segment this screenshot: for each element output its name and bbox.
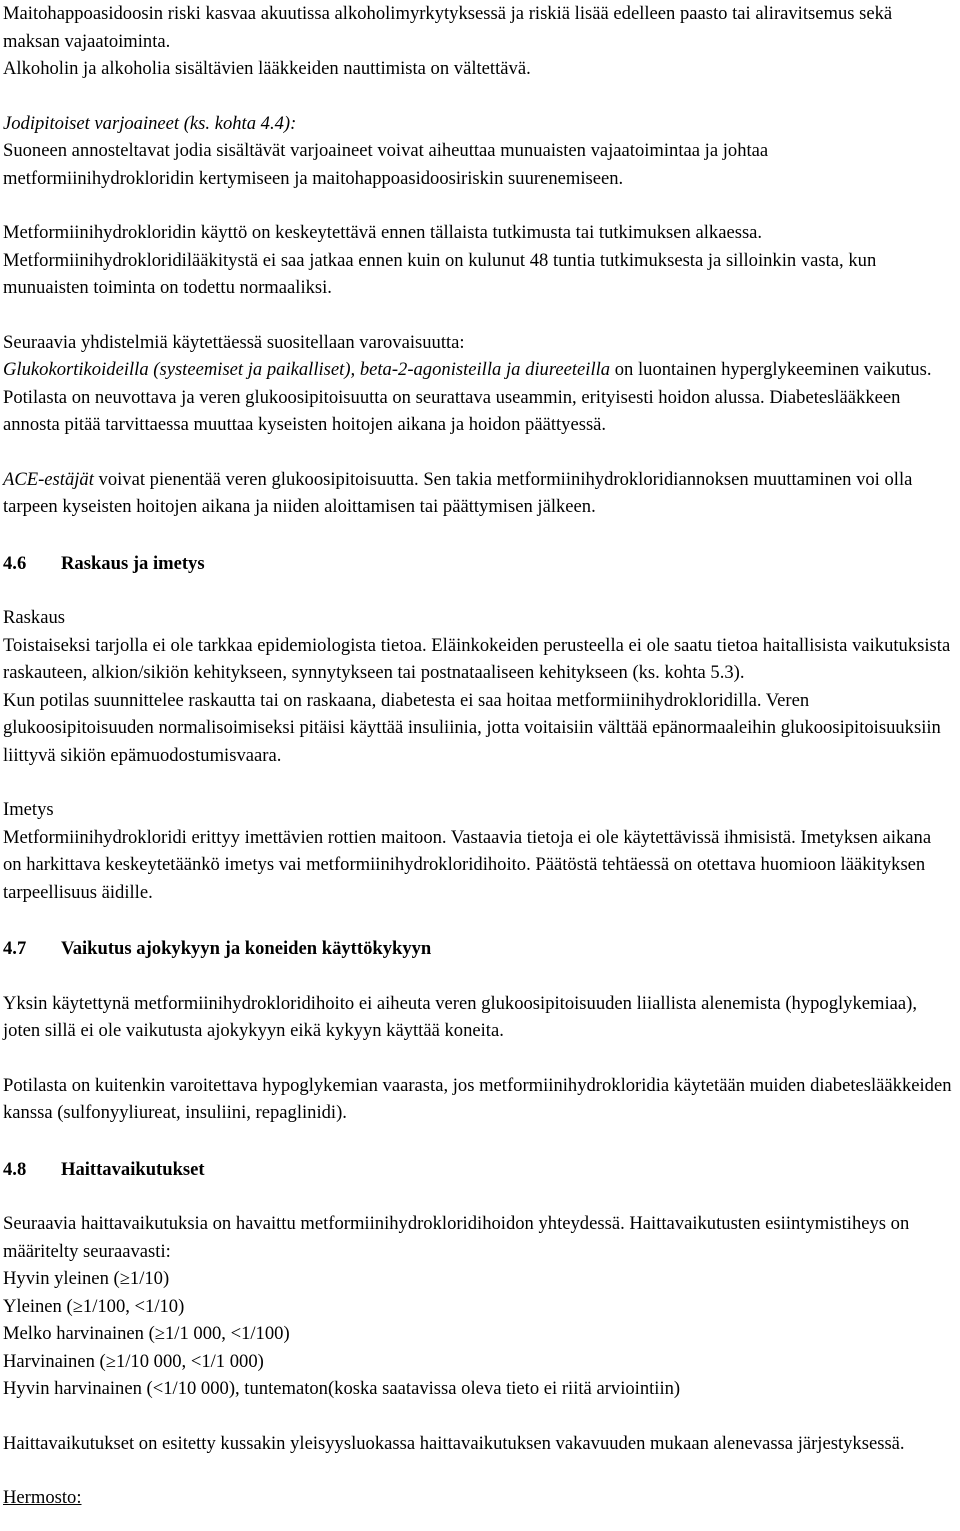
adverse-intro: Seuraavia haittavaikutuksia on havaittu metformiinihydrokloridihoidon yhteydessä. Haittavaikutusten esiintymistiheys on määritelty seuraavasti: <box>3 1213 910 1262</box>
combos-gluco-italic: Glukokortikoideilla (systeemiset ja paikalliset), beta-2-agonisteilla ja diureeteilla <box>3 359 611 380</box>
section-number: 4.6 <box>3 552 27 574</box>
section-number: 4.7 <box>3 938 27 959</box>
frequency-item: Melko harvinainen (≥1/1 000, <1/100) <box>3 1323 290 1344</box>
combos-gluco <box>3 356 953 439</box>
driving-paragraph-1: Yksin käytettynä metformiinihydrokloridihoito ei aiheuta veren glukoosipitoisuuden liiallista alenemista (hypoglykemiaa), joten sillä ei ole vaikutusta ajokykyyn eikä kykyyn käyttää koneita. <box>3 992 917 1041</box>
pregnancy-paragraph-2: Kun potilas suunnittelee raskautta tai on raskaana, diabetesta ei saa hoitaa metformiinihydrokloridilla. Veren glukoosipitoisuuden normalisoimiseksi pitäisi käyttää insuliinia, jotta voitaisiin välttää epänormaaleihin glukoosipitoisuuksiin liittyvä sikiön epämuodostumisvaara. <box>3 689 941 766</box>
lactation-label: Imetys <box>3 799 54 820</box>
frequency-item: Hyvin harvinainen (<1/10 000), tuntematon(koska saatavissa oleva tieto ei riitä arviointiin) <box>3 1378 681 1399</box>
section-title: Raskaus ja imetys <box>61 552 205 574</box>
iodine-title-text: Jodipitoiset varjoaineet (ks. kohta 4.4): <box>3 112 297 134</box>
driving-paragraph-2: Potilasta on kuitenkin varoitettava hypoglykemian vaarasta, jos metformiinihydrokloridia käytetään muiden diabeteslääkkeiden kanssa (sulfonyyliureat, insuliini, repaglinidi). <box>3 1074 952 1123</box>
paragraph-alcohol-risk: Maitohappoasidoosin riski kasvaa akuutissa alkoholimyrkytyksessä ja riskiä lisää edelleen paasto tai aliravitsemus sekä maksan vajaatoiminta. <box>3 3 893 52</box>
combos-ace-rest: voivat pienentää veren glukoosipitoisuutta. Sen takia metformiinihydrokloridiannoksen muuttaminen voi olla tarpeen kyseisten hoitojen aikana ja niiden aloittamisen tai päättymisen jälkeen. <box>3 468 913 517</box>
combos-intro: Seuraavia yhdistelmiä käytettäessä suositellaan varovaisuutta: <box>3 331 465 353</box>
section-title: Haittavaikutukset <box>61 1158 205 1180</box>
frequency-item: Yleinen (≥1/100, <1/10) <box>3 1295 185 1317</box>
iodine-title <box>3 110 953 138</box>
section-heading-4-8 <box>3 1156 953 1184</box>
paragraph-alcohol-avoid: Alkoholin ja alkoholia sisältävien lääkkeiden nauttimista on vältettävä. <box>3 58 531 79</box>
lactation-paragraph: Metformiinihydrokloridi erittyy imettävien rottien maitoon. Vastaavia tietoja ei ole käytettävissä ihmisistä. Imetyksen aikana on harkittava keskeytetäänkö imetys vai metformiinihydrokloridihoito. Päätöstä tehtäessä on otettava huomioon lääkityksen tarpeellisuus äidille. <box>3 826 932 903</box>
pregnancy-label: Raskaus <box>3 607 65 628</box>
section-title: Vaikutus ajokykyyn ja koneiden käyttökykyyn <box>61 938 432 959</box>
section-heading-4-6 <box>3 550 953 578</box>
adverse-order-note: Haittavaikutukset on esitetty kussakin yleisyysluokassa haittavaikutuksen vakavuuden mukaan alenevassa järjestyksessä. <box>3 1432 905 1454</box>
frequency-item: Harvinainen (≥1/10 000, <1/1 000) <box>3 1350 264 1372</box>
iodine-text: Suoneen annosteltavat jodia sisältävät varjoaineet voivat aiheuttaa munuaisten vajaatoimintaa ja johtaa metformiinihydrokloridin kertymiseen ja maitohappoasidoosiriskin suurenemiseen. <box>3 140 769 189</box>
pregnancy-paragraph-1: Toistaiseksi tarjolla ei ole tarkkaa epidemiologista tietoa. Eläinkokeiden perusteella ei ole saatu tietoa haitallisista vaikutuksista raskauteen, alkion/sikiön kehitykseen, synnytykseen tai postnataaliseen kehitykseen (ks. kohta 5.3). <box>3 634 951 683</box>
combos-ace-italic: ACE-estäjät <box>3 468 94 490</box>
combos-ace <box>3 466 953 521</box>
frequency-item: Hyvin yleinen (≥1/10) <box>3 1268 170 1289</box>
section-heading-4-7 <box>3 935 953 963</box>
iodine-stop-2: Metformiinihydrokloridilääkitystä ei saa jatkaa ennen kuin on kulunut 48 tuntia tutkimuksesta ja silloinkin vasta, kun munuaisten toiminta on todettu normaaliksi. <box>3 249 877 298</box>
nervous-system-label: Hermosto: <box>3 1487 82 1508</box>
combos-gluco-rest: on luontainen hyperglykeeminen vaikutus. Potilasta on neuvottava ja veren glukoosipitoisuutta on seurattava useammin, erityisesti hoidon alussa. Diabeteslääkkeen annosta pitää tarvittaessa muuttaa kyseisten hoitojen aikana ja hoidon päättyessä. <box>3 359 932 435</box>
section-number: 4.8 <box>3 1158 27 1180</box>
iodine-stop-1: Metformiinihydrokloridin käyttö on keskeytettävä ennen tällaista tutkimusta tai tutkimuksen alkaessa. <box>3 222 763 243</box>
